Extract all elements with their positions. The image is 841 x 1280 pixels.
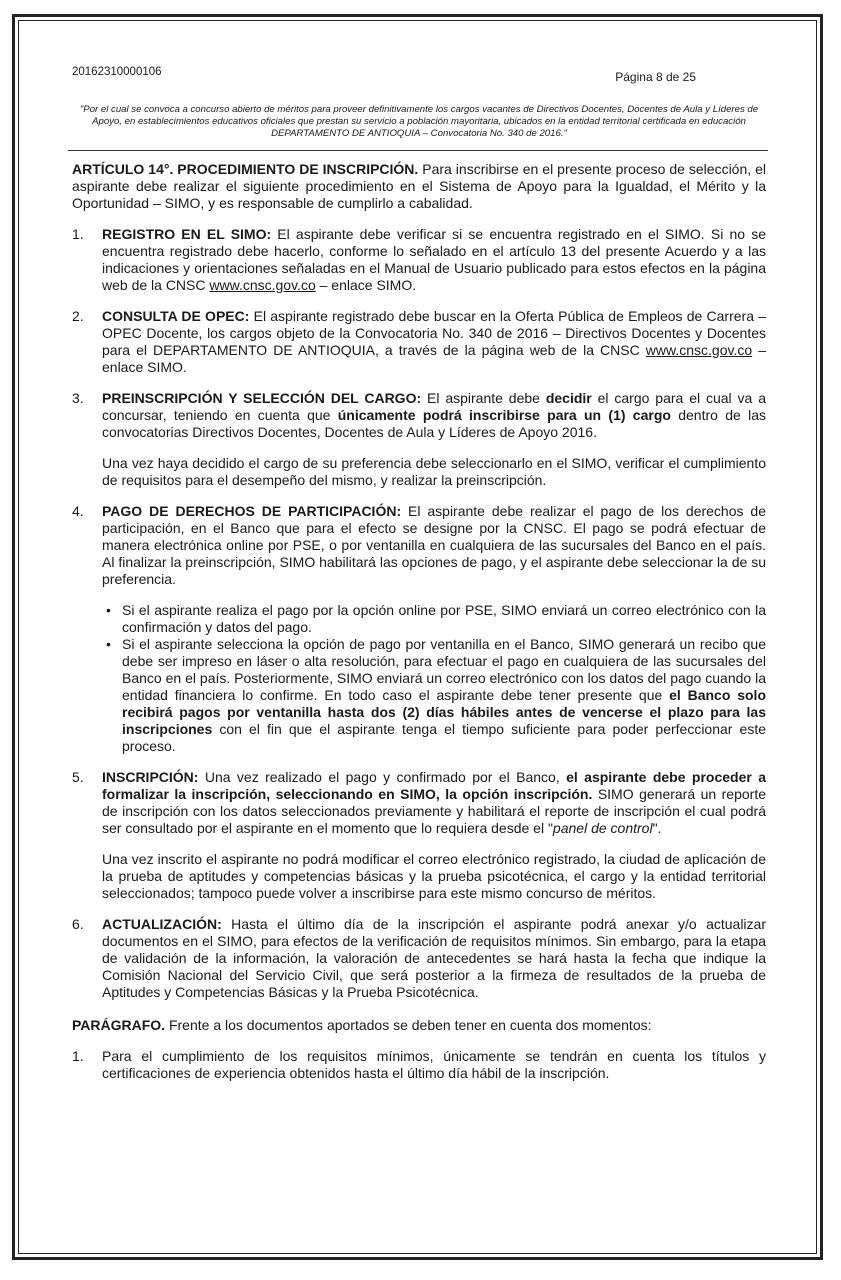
article-text: Para inscribirse en el presente proceso de selección, el aspirante debe realizar el siguiente procedimiento en el Sistema de Apoyo para la Igualdad, el Mérito y la Oportunidad – SIMO, y es responsable de cumplirlo a cabalidad. bbox=[72, 161, 766, 211]
document-body bbox=[72, 60, 766, 1096]
list-item bbox=[72, 503, 766, 755]
bullet-text: con el fin que el aspirante tenga el tiempo suficiente para poder perfeccionar este proceso. bbox=[122, 721, 766, 754]
item-text: el cargo para el cual va a concursar, teniendo en cuenta que bbox=[102, 390, 766, 423]
item-title: ACTUALIZACIÓN: bbox=[102, 916, 222, 932]
list-item bbox=[72, 1048, 766, 1082]
item-text: Para el cumplimiento de los requisitos mínimos, únicamente se tendrán en cuenta los títulos y certificaciones de experiencia obtenidos hasta el último día hábil de la inscripción. bbox=[102, 1048, 766, 1081]
item-paragraph: Una vez haya decidido el cargo de su preferencia debe seleccionarlo en el SIMO, verificar el cumplimiento de requisitos para el desempeño del mismo, y realizar la preinscripción. bbox=[102, 455, 766, 488]
paragrafo-title: PARÁGRAFO. bbox=[72, 1017, 166, 1033]
bullet-item bbox=[102, 636, 766, 755]
bullet-text: Si el aspirante realiza el pago por la opción online por PSE, SIMO enviará un correo electrónico con la confirmación y datos del pago. bbox=[122, 602, 766, 635]
item-text: SIMO generará un reporte de inscripción con los datos seleccionados previamente y habilitará el reporte de inscripción el cual podrá ser consultado por el aspirante en el momento que lo requiera desde el " bbox=[102, 786, 767, 836]
item-number: 6. bbox=[72, 916, 84, 932]
item-text: El aspirante debe bbox=[421, 390, 546, 406]
item-number: 1. bbox=[72, 226, 84, 242]
paragrafo bbox=[72, 1017, 766, 1034]
page-number: Página 8 de 25 bbox=[615, 70, 696, 84]
item-text: El aspirante registrado debe buscar en la Oferta Pública de Empleos de Carrera – OPEC Docente, los cargos objeto de la Convocatoria No. 340 de 2016 – Directivos Docentes y Docentes para el DEPARTAMENTO DE ANTIOQUIA, a través de la página web de la CNSC bbox=[102, 308, 766, 358]
bullet-emphasis: el Banco solo recibirá pagos por ventanilla hasta dos (2) días hábiles antes de vencerse el plazo para las inscripciones bbox=[122, 687, 766, 737]
item-text: – enlace SIMO. bbox=[102, 342, 766, 375]
list-item bbox=[72, 769, 766, 902]
item-italic: panel de control bbox=[552, 820, 653, 836]
item-number: 1. bbox=[72, 1048, 84, 1064]
item-number: 4. bbox=[72, 503, 84, 519]
item-title: INSCRIPCIÓN: bbox=[102, 769, 199, 785]
item-text: Una vez realizado el pago y confirmado por el Banco, bbox=[198, 769, 567, 785]
item-number: 2. bbox=[72, 308, 84, 324]
page-header bbox=[72, 60, 766, 96]
item-emphasis: únicamente podrá inscribirse para un (1) cargo bbox=[337, 407, 671, 423]
list-item bbox=[72, 916, 766, 1001]
item-number: 5. bbox=[72, 769, 84, 785]
item-text: El aspirante debe verificar si se encuentra registrado en el SIMO. Si no se encuentra registrado debe hacerlo, conforme lo señalado en el artículo 13 del presente Acuerdo y a las indicaciones y orientaciones señaladas en el Manual de Usuario publicado para estos efectos en la página web de la CNSC bbox=[102, 226, 766, 293]
list-item bbox=[72, 308, 766, 376]
resolution-subtitle: "Por el cual se convoca a concurso abierto de méritos para proveer definitivamente los cargos vacantes de Directivos Docentes, Docentes de Aula y Líderes de Apoyo, en establecimientos educativos oficiales que prestan su servicio a población mayoritaria, ubicados en la entidad territorial certificada en educación DEPARTAMENTO DE ANTIOQUIA – Convocatoria No. 340 de 2016." bbox=[79, 104, 759, 139]
procedure-list bbox=[72, 226, 766, 1001]
article-14 bbox=[72, 161, 766, 212]
list-item bbox=[72, 390, 766, 489]
item-emphasis: el aspirante debe proceder a formalizar la inscripción, seleccionando en SIMO, la opción inscripción. bbox=[102, 769, 766, 802]
bullet-item bbox=[102, 602, 766, 636]
article-title: ARTÍCULO 14°. PROCEDIMIENTO DE INSCRIPCIÓN. bbox=[72, 161, 419, 177]
item-emphasis: decidir bbox=[545, 390, 592, 406]
bullet-icon: • bbox=[106, 636, 111, 652]
item-text: – enlace SIMO. bbox=[315, 277, 417, 293]
item-title: REGISTRO EN EL SIMO: bbox=[102, 226, 272, 242]
item-title: PAGO DE DERECHOS DE PARTICIPACIÓN: bbox=[102, 503, 402, 519]
item-text: Hasta el último día de la inscripción el aspirante podrá anexar y/o actualizar documentos en el SIMO, para efectos de la verificación de requisitos mínimos. Sin embargo, para la etapa de validación de la información, la valoración de antecedentes se hará hasta la fecha que indique la Comisión Nacional del Servicio Civil, que será posterior a la firmeza de resultados de la prueba de Aptitudes y Competencias Básicas y la Prueba Psicotécnica. bbox=[102, 916, 766, 1000]
header-divider bbox=[68, 150, 768, 151]
payment-options-list bbox=[102, 602, 766, 755]
list-item bbox=[72, 226, 766, 294]
paragrafo-text: Frente a los documentos aportados se deben tener en cuenta dos momentos: bbox=[165, 1017, 652, 1033]
item-paragraph: Una vez inscrito el aspirante no podrá modificar el correo electrónico registrado, la ciudad de aplicación de la prueba de aptitudes y competencias básicas y la prueba psicotécnica, el cargo y la entidad territorial seleccionados; tampoco puede volver a inscribirse para este mismo concurso de méritos. bbox=[102, 851, 766, 901]
item-title: CONSULTA DE OPEC: bbox=[102, 308, 250, 324]
item-text: ". bbox=[652, 820, 662, 836]
item-title: PREINSCRIPCIÓN Y SELECCIÓN DEL CARGO: bbox=[102, 390, 422, 406]
bullet-text: Si el aspirante selecciona la opción de pago por ventanilla en el Banco, SIMO generará un recibo que debe ser impreso en láser o alta resolución, para efectuar el pago en cualquiera de las sucursales del Banco en el país. Posteriormente, SIMO enviará un correo electrónico con los datos del pago cuando la entidad financiera lo confirme. En todo caso el aspirante debe tener presente que bbox=[122, 636, 766, 703]
item-text: dentro de las convocatorias Directivos Docentes, Docentes de Aula y Líderes de Apoyo 2016. bbox=[102, 407, 766, 440]
cnsc-link[interactable]: www.cnsc.gov.co bbox=[645, 342, 753, 358]
document-code: 20162310000106 bbox=[72, 66, 162, 78]
cnsc-link[interactable]: www.cnsc.gov.co bbox=[209, 277, 316, 293]
bullet-icon: • bbox=[106, 602, 111, 618]
item-number: 3. bbox=[72, 390, 84, 406]
item-text: El aspirante debe realizar el pago de los derechos de participación, en el Banco que para el efecto se designe por la CNSC. El pago se podrá efectuar de manera electrónica online por PSE, o por ventanilla en cualquiera de las sucursales del Banco en el país. Al finalizar la preinscripción, SIMO habilitará las opciones de pago, y el aspirante debe seleccionar la de su preferencia. bbox=[102, 503, 766, 587]
